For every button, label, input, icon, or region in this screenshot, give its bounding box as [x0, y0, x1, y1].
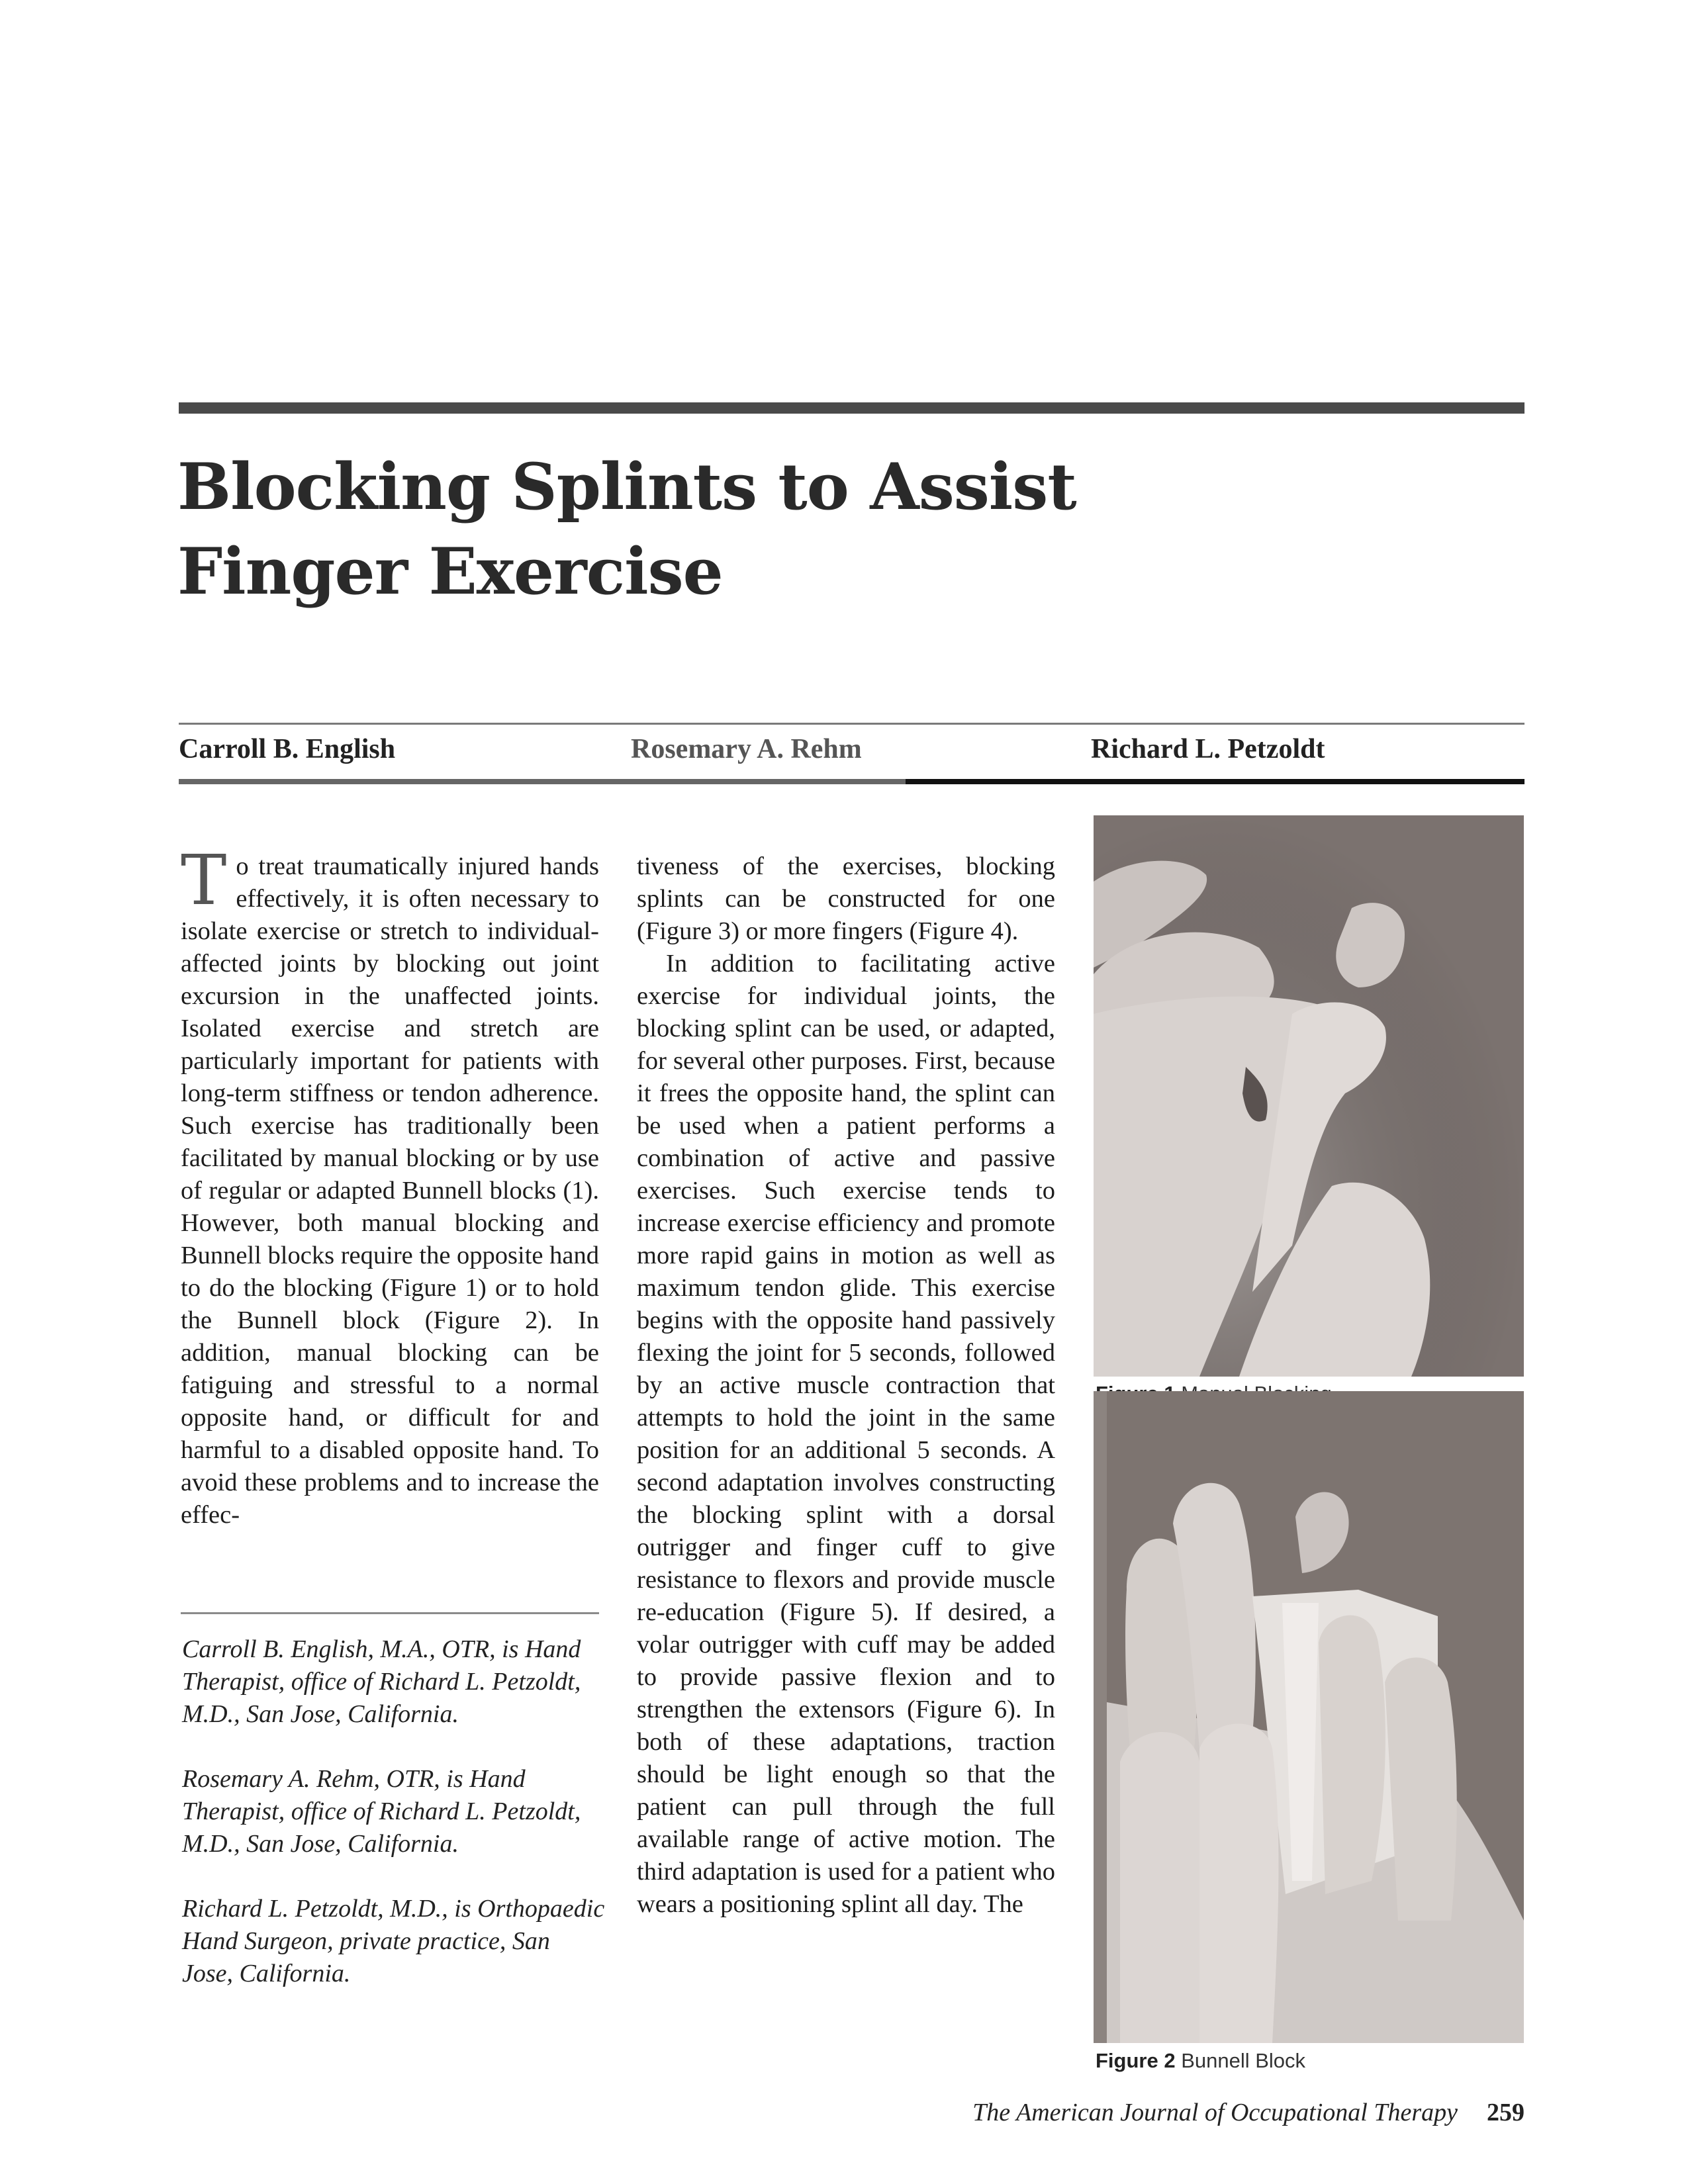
bio-petzoldt: Richard L. Petzoldt, M.D., is Orthopaedic Hand Surgeon, private practice, San Jose, California. — [182, 1895, 605, 1987]
authors-bottom-rule — [179, 779, 1524, 784]
authors-top-rule — [179, 723, 1524, 725]
figure-1-photo — [1094, 815, 1524, 1377]
page-number: 259 — [1487, 2099, 1524, 2126]
page-footer — [861, 2098, 1524, 2127]
title-top-rule — [179, 402, 1524, 414]
hand-photo-bunnell-block-icon — [1094, 1391, 1524, 2043]
title-line-2: Finger Exercise — [177, 534, 723, 609]
body-column-1 — [181, 840, 599, 1531]
hand-photo-manual-blocking-icon — [1094, 815, 1524, 1377]
author-bios — [182, 1633, 606, 2023]
footnote-divider — [181, 1612, 599, 1614]
journal-name: The American Journal of Occupational Therapy — [972, 2099, 1458, 2126]
title-line-1: Blocking Splints to Assist — [177, 449, 1076, 524]
figure-2-caption-text: Bunnell Block — [1181, 2049, 1306, 2072]
bio-rehm: Rosemary A. Rehm, OTR, is Hand Therapist, office of Richard L. Petzoldt, M.D., San Jose, California. — [182, 1765, 581, 1858]
author-3: Richard L. Petzoldt — [1091, 734, 1325, 764]
author-2: Rosemary A. Rehm — [631, 734, 862, 764]
author-1: Carroll B. English — [179, 734, 396, 764]
figure-2-caption — [1096, 2049, 1305, 2073]
body-column-2 — [637, 850, 1055, 1921]
figure-2-photo — [1094, 1391, 1524, 2043]
bio-english: Carroll B. English, M.A., OTR, is Hand Therapist, office of Richard L. Petzoldt, M.D., San Jose, California. — [182, 1635, 581, 1728]
paragraph-adaptations: In addition to facilitating active exercise for individual joints, the blocking splint can be used, or adapted, for several other purposes. First, because it frees the opposite hand, the splint can be used when a patient performs a combination of active and passive exercises. Such exercise tends to increase exercise efficiency and promote more rapid gains in motion as well as maximum tendon glide. This exercise begins with the opposite hand passively flexing the joint for 5 seconds, followed by an active muscle contraction that attempts to hold the joint in the same position for an additional 5 seconds. A second adaptation involves constructing the blocking splint with a dorsal outrigger and finger cuff to give resistance to flexors and provide muscle re-education (Figure 5). If desired, a volar outrigger with cuff may be added to provide passive flexion and to strengthen the extensors (Figure 6). In both of these adaptations, traction should be light enough so that the patient can pull through the full available range of active motion. The third adaptation is used for a patient who wears a positioning splint all day. The — [637, 950, 1055, 1918]
intro-paragraph — [181, 840, 599, 1531]
drop-cap: T — [181, 840, 227, 921]
figure-2-label: Figure 2 — [1096, 2049, 1176, 2072]
article-title — [177, 445, 1076, 614]
intro-paragraph-text: o treat traumatically injured hands effectively, it is often necessary to isolate exercise or stretch to individual-affected joints by blocking out joint excursion in the unaffected joints. Isolated exercise and stretch are particularly important for patients with long-term stiffness or tendon adherence. Such exercise has traditionally been facilitated by manual blocking or by use of regular or adapted Bunnell blocks (1). However, both manual blocking and Bunnell blocks require the opposite hand to do the blocking (Figure 1) or to hold the Bunnell block (Figure 2). In addition, manual blocking can be fatiguing and stressful to a normal opposite hand, or difficult for and harmful to a disabled opposite hand. To avoid these problems and to increase the effec- — [181, 852, 599, 1529]
paragraph-continuation: tiveness of the exercises, blocking splints can be constructed for one (Figure 3) or more fingers (Figure 4). — [637, 852, 1055, 945]
author-byline — [179, 733, 1524, 773]
